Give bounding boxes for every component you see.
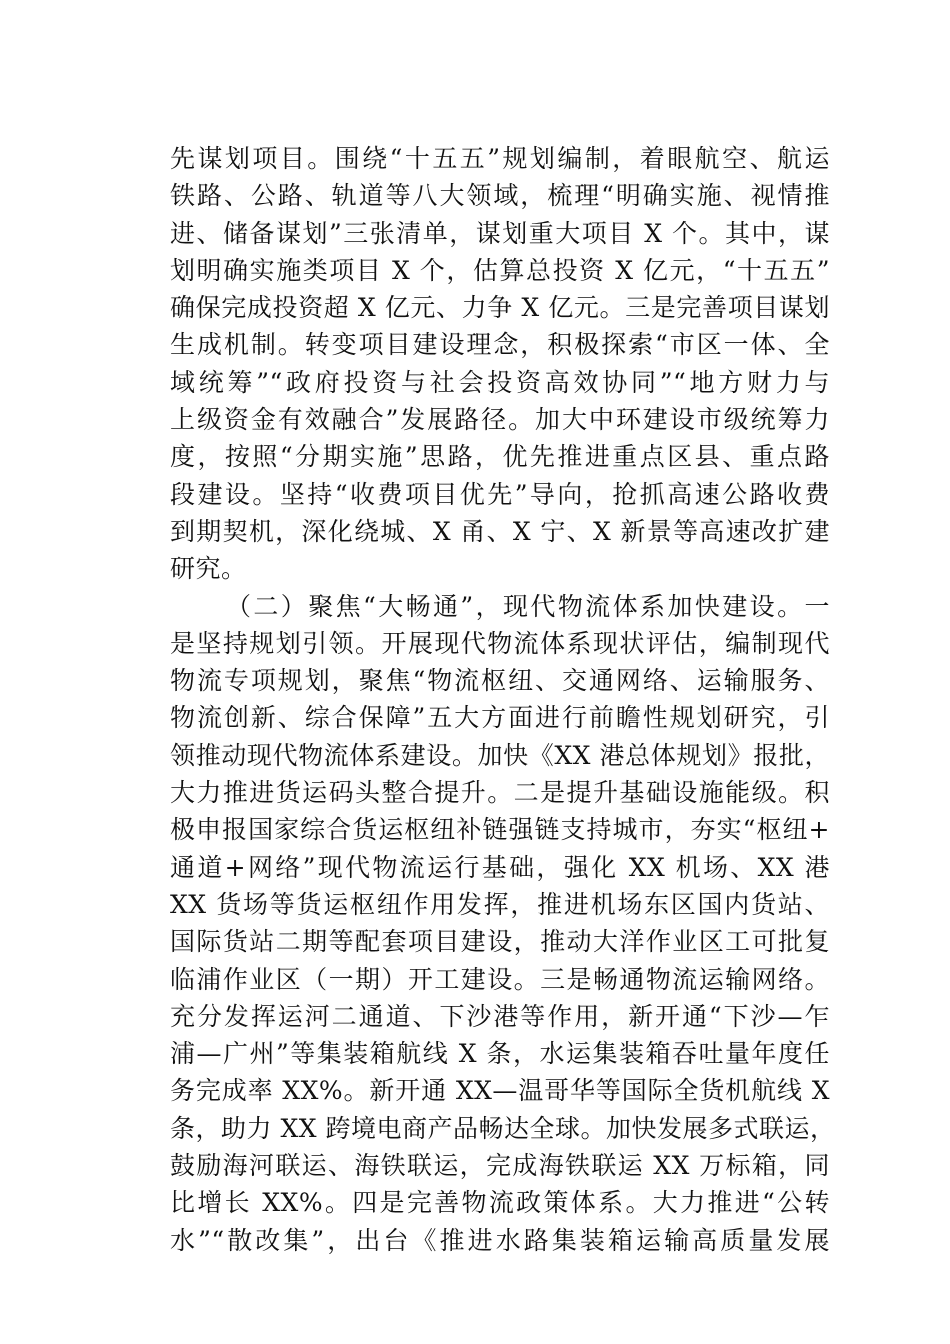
text-line: 条，助力 XX 跨境电商产品畅达全球。加快发展多式联运， (170, 1113, 836, 1143)
text-line: 充分发挥运河二通道、下沙港等作用，新开通“下沙—乍 (170, 1001, 830, 1031)
text-line: 是坚持规划引领。开展现代物流体系现状评估，编制现代 (170, 628, 830, 658)
text-line: 临浦作业区（一期）开工建设。三是畅通物流运输网络。 (170, 964, 830, 994)
text-line: 水”“散改集”，出台《推进水路集装箱运输高质量发展 (170, 1225, 830, 1255)
text-line: 先谋划项目。围绕“十五五”规划编制，着眼航空、航运 (170, 144, 830, 173)
text-line: 极申报国家综合货运枢纽补链强链支持城市，夯实“枢纽+ (170, 815, 830, 845)
text-line: 大力推进货运码头整合提升。二是提升基础设施能级。积 (170, 778, 830, 808)
text-line: 生成机制。转变项目建设理念，积极探索“市区一体、全 (170, 330, 830, 360)
text-line: 铁路、公路、轨道等八大领域，梳理“明确实施、视情推 (170, 181, 830, 211)
text-line: 鼓励海河联运、海铁联运，完成海铁联运 XX 万标箱，同 (170, 1151, 830, 1181)
text-line: 进、储备谋划”三张清单，谋划重大项目 X 个。其中，谋 (170, 218, 830, 248)
text-line: 度，按照“分期实施”思路，优先推进重点区县、重点路 (170, 442, 830, 472)
text-line: 浦—广州”等集装箱航线 X 条，水运集装箱吞吐量年度任 (170, 1039, 830, 1069)
text-line: XX 货场等货运枢纽作用发挥，推进机场东区国内货站、 (170, 889, 830, 919)
section-heading-line: （二）聚焦“大畅通”，现代物流体系加快建设。一 (226, 591, 830, 621)
text-line: 到期契机，深化绕城、X 甬、X 宁、X 新景等高速改扩建 (170, 516, 830, 546)
paragraph-end-line: 研究。 (170, 554, 247, 584)
text-line: 通道+网络”现代物流运行基础，强化 XX 机场、XX 港 (170, 852, 830, 882)
text-line: 领推动现代物流体系建设。加快《XX 港总体规划》报批， (170, 740, 830, 770)
document-page (170, 140, 836, 1259)
text-line: 务完成率 XX%。新开通 XX—温哥华等国际全货机航线 X (170, 1076, 830, 1106)
text-line: 物流创新、综合保障”五大方面进行前瞻性规划研究，引 (170, 703, 830, 733)
text-line: 上级资金有效融合”发展路径。加大中环建设市级统筹力 (170, 405, 830, 435)
text-line: 比增长 XX%。四是完善物流政策体系。大力推进“公转 (170, 1188, 830, 1218)
text-line: 确保完成投资超 X 亿元、力争 X 亿元。三是完善项目谋划 (170, 293, 830, 323)
text-line: 段建设。坚持“收费项目优先”导向，抢抓高速公路收费 (170, 479, 830, 509)
text-line: 物流专项规划，聚焦“物流枢纽、交通网络、运输服务、 (170, 666, 830, 696)
text-line: 国际货站二期等配套项目建设，推动大洋作业区工可批复 (170, 927, 830, 957)
text-line: 域统筹”“政府投资与社会投资高效协同”“地方财力与 (170, 367, 830, 397)
text-line: 划明确实施类项目 X 个，估算总投资 X 亿元，“十五五” (170, 255, 830, 285)
